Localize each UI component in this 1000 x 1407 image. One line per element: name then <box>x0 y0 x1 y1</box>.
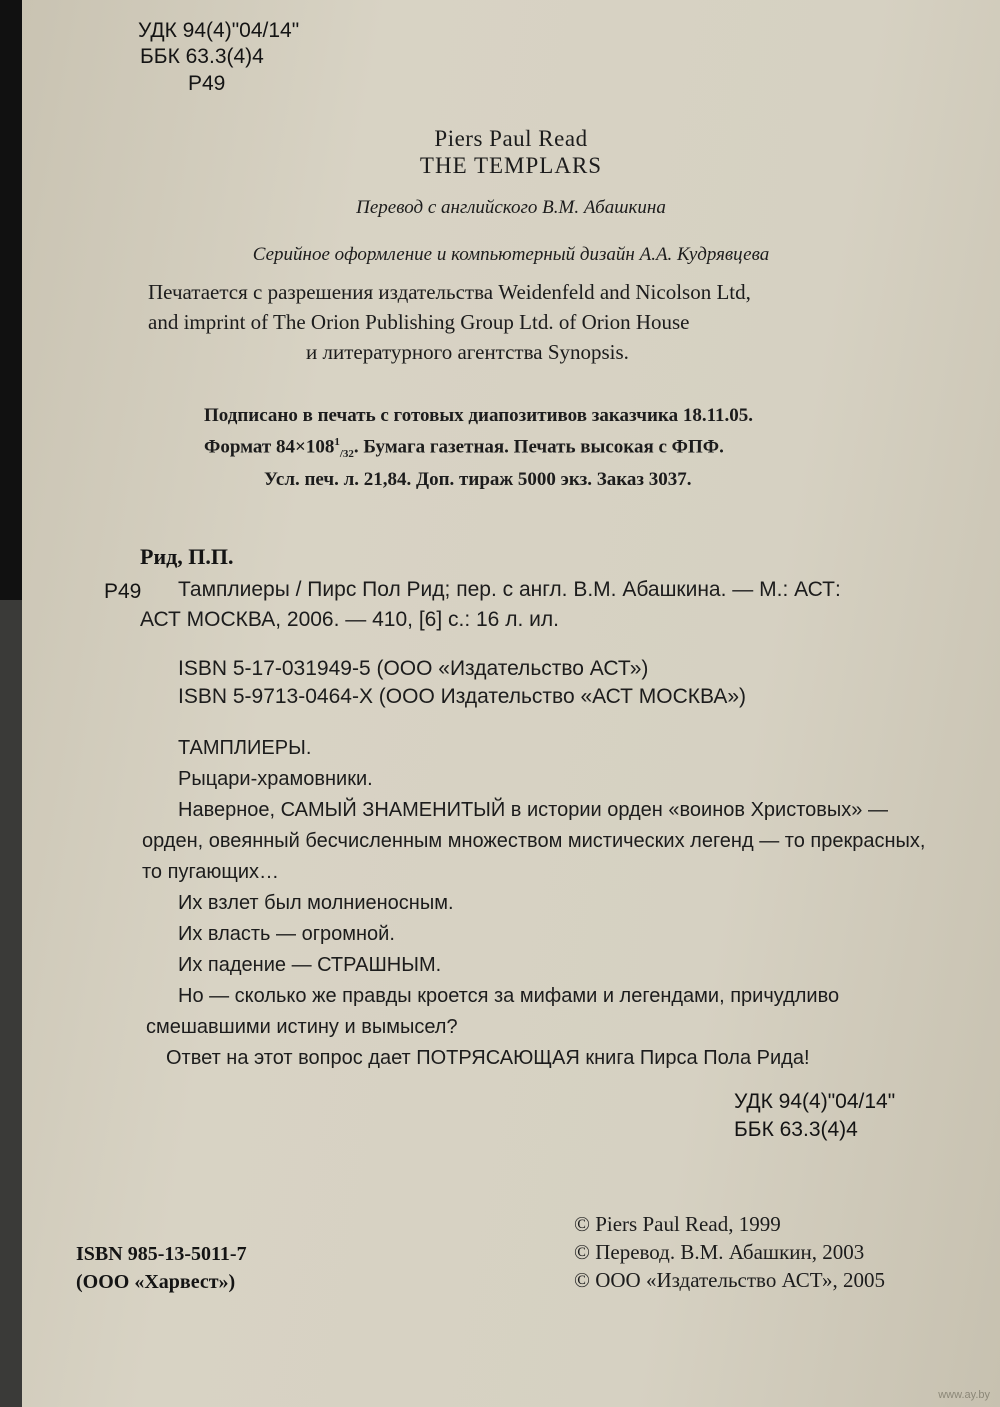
annotation-paragraph-line: Наверное, САМЫЙ ЗНАМЕНИТЫЙ в истории орден «воинов Христовых» — <box>178 799 888 821</box>
annotation-line-fall: Их падение — СТРАШНЫМ. <box>178 954 442 976</box>
isbn-ast-moskva: ISBN 5-9713-0464-Х (ООО Издательство «АСТ МОСКВА») <box>178 685 747 708</box>
annotation-line-power: Их власть — огромной. <box>178 923 395 945</box>
annotation-subtitle: Рыцари-храмовники. <box>178 768 373 790</box>
print-format-subscript: /32 <box>339 448 354 461</box>
annotation-paragraph-line: орден, овеянный бесчисленным множеством мистических легенд — то прекрасных, <box>142 830 926 852</box>
bibliographic-code: Р49 <box>104 580 142 603</box>
book-annotation <box>122 733 962 1074</box>
bbk-code: ББК 63.3(4)4 <box>734 1118 858 1141</box>
bibliographic-author: Рид, П.П. <box>140 544 234 569</box>
udk-code: УДК 94(4)"04/14" <box>734 1090 896 1113</box>
classification-codes-top <box>138 18 299 70</box>
print-details <box>204 403 753 493</box>
permission-line: и литературного агентства Synopsis. <box>306 340 629 364</box>
permission-line: and imprint of The Orion Publishing Group Ltd. of Orion House <box>148 310 690 334</box>
udk-code: УДК 94(4)"04/14" <box>138 19 300 42</box>
print-format-line <box>204 429 753 467</box>
isbn-ast: ISBN 5-17-031949-5 (ООО «Издательство АСТ») <box>178 657 649 680</box>
annotation-paragraph-line: смешавшими истину и вымысел? <box>146 1016 458 1038</box>
annotation-line-rise: Их взлет был молниеносным. <box>178 892 454 914</box>
copyright-line: © Перевод. В.М. Абашкин, 2003 <box>574 1240 865 1264</box>
print-format-superscript: 1 <box>334 436 340 448</box>
designer-credit: Серийное оформление и компьютерный дизайн А.А. Кудрявцева <box>252 244 770 265</box>
original-author: Piers Paul Read <box>434 126 588 151</box>
harvest-publisher: (ООО «Харвест») <box>76 1271 236 1293</box>
print-volume-line: Усл. печ. л. 21,84. Доп. тираж 5000 экз. Заказ 3037. <box>264 469 692 491</box>
watermark: www.ay.by <box>938 1389 990 1401</box>
annotation-paragraph-line: Но — сколько же правды кроется за мифами и легендами, причудливо <box>178 985 840 1007</box>
print-signed-line: Подписано в печать с готовых диапозитивов заказчика 18.11.05. <box>204 405 754 426</box>
classification-codes-bottom <box>734 1088 895 1144</box>
copyright-notices <box>574 1210 885 1294</box>
permission-line: Печатается с разрешения издательства Weidenfeld and Nicolson Ltd, <box>148 280 751 304</box>
book-imprint-page <box>22 0 1000 1407</box>
print-format-label: Формат 84×108 <box>204 436 335 458</box>
annotation-title: ТАМПЛИЕРЫ. <box>178 737 312 759</box>
isbn-list <box>178 655 746 711</box>
bibliographic-description-line: Тамплиеры / Пирс Пол Рид; пер. с англ. В.М. Абашкина. — М.: АСТ: <box>178 578 841 601</box>
copyright-line: © ООО «Издательство АСТ», 2005 <box>574 1268 885 1292</box>
print-format-rest: . Бумага газетная. Печать высокая с ФПФ. <box>353 436 724 458</box>
translator-credit: Перевод с английского В.М. Абашкина <box>356 197 666 218</box>
original-title: THE TEMPLARS <box>419 153 603 178</box>
annotation-answer: Ответ на этот вопрос дает ПОТРЯСАЮЩАЯ книга Пирса Пола Рида! <box>166 1047 810 1069</box>
permission-notice <box>148 277 751 367</box>
copyright-line: © Piers Paul Read, 1999 <box>574 1212 781 1236</box>
bibliographic-description-line: АСТ МОСКВА, 2006. — 410, [6] с.: 16 л. ил. <box>140 608 559 631</box>
annotation-paragraph-line: то пугающих… <box>142 861 280 883</box>
harvest-isbn-number: ISBN 985-13-5011-7 <box>76 1243 247 1265</box>
author-sign-code: Р49 <box>188 72 226 95</box>
harvest-isbn <box>76 1240 247 1296</box>
bbk-code: ББК 63.3(4)4 <box>140 45 264 68</box>
